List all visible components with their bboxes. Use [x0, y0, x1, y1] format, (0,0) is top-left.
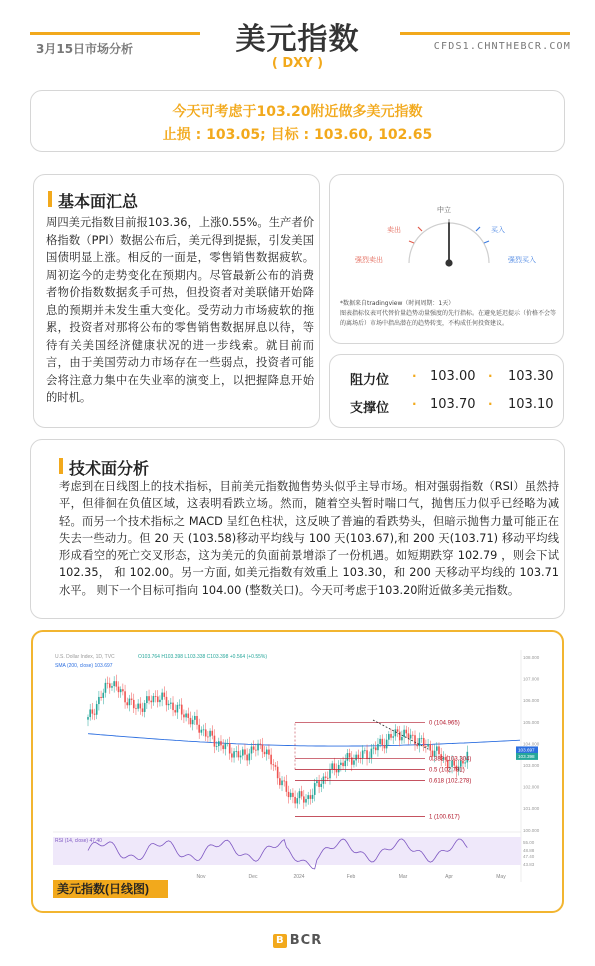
candle-body — [305, 799, 307, 802]
price-axis-label: 104.000 — [523, 741, 540, 747]
candle-body — [327, 778, 329, 779]
candle-body — [395, 729, 397, 736]
month-label: Apr — [445, 874, 453, 880]
label-strong-buy: 强烈买入 — [508, 257, 536, 264]
candle-body — [194, 716, 196, 720]
time-axis — [197, 874, 507, 880]
levels-card — [329, 354, 564, 428]
candle-body — [253, 746, 255, 749]
candle-body — [111, 686, 113, 688]
report-date: 3月15日市场分析 — [36, 42, 134, 56]
candle-body — [155, 696, 157, 697]
month-label: Mar — [398, 874, 408, 880]
fib-label: 1 (100.617) — [429, 814, 460, 821]
candle-body — [288, 792, 290, 797]
candle-body — [174, 710, 176, 712]
chart-sma-legend: SMA (200, close) 103.697 — [55, 663, 113, 669]
gauge-tick-sell — [418, 227, 422, 231]
fib-label: 0.5 (102.791) — [429, 767, 465, 774]
chart-ohlc: O103.764 H103.398 L103.338 C103.398 +0.564 (+0.55%) — [138, 654, 267, 660]
candle-body — [349, 753, 351, 757]
price-axis-label: 100.000 — [523, 827, 540, 833]
price-axis — [523, 655, 540, 833]
candle-body — [410, 735, 412, 739]
candle-body — [109, 683, 111, 687]
bullet-dot: · — [488, 369, 493, 383]
month-label: Feb — [346, 874, 356, 880]
sma-path — [88, 734, 520, 746]
candle-body — [246, 755, 248, 761]
candle-body — [416, 744, 418, 746]
candle-body — [318, 781, 320, 787]
candle-body — [198, 725, 200, 733]
sentiment-gauge-card — [329, 174, 564, 344]
candle-body — [294, 797, 296, 804]
candle-body — [353, 760, 355, 764]
candle-body — [118, 687, 120, 693]
candle-body — [275, 765, 277, 767]
candle-body — [100, 697, 102, 698]
candle-body — [131, 699, 133, 700]
logo-text: BCR — [289, 933, 323, 948]
candle-body — [373, 747, 375, 748]
candle-body — [133, 700, 135, 708]
month-label: May — [496, 874, 506, 880]
support-row — [330, 397, 563, 417]
candle-body — [392, 736, 394, 737]
candle-body — [427, 744, 429, 747]
candle-body — [397, 729, 399, 731]
candle-body — [290, 793, 292, 797]
candle-body — [126, 702, 128, 705]
candle-body — [257, 744, 259, 751]
candle-body — [438, 746, 440, 754]
sma-price-tag-text: 103.697 — [518, 747, 535, 753]
candle-body — [371, 749, 373, 758]
candle-body — [412, 735, 414, 736]
candle-body — [251, 746, 253, 753]
rsi-axis-label: 43.83 — [523, 862, 535, 867]
candle-body — [190, 718, 192, 724]
support-value-1: 103.70 — [430, 397, 476, 412]
candle-body — [227, 743, 229, 744]
candle-body — [342, 763, 344, 766]
candle-body — [187, 714, 189, 718]
candle-body — [135, 708, 137, 709]
candle-body — [323, 777, 325, 784]
candle-body — [362, 750, 364, 758]
candle-body — [164, 693, 166, 697]
price-axis-label: 106.000 — [523, 698, 540, 704]
bullet-dot: · — [488, 397, 493, 411]
candle-body — [153, 696, 155, 702]
candle-body — [384, 745, 386, 748]
gauge-tick-strong-sell — [409, 241, 414, 243]
candle-body — [159, 700, 161, 702]
candle-body — [283, 781, 285, 782]
candle-body — [218, 741, 220, 746]
candle-body — [172, 703, 174, 710]
candle-body — [238, 751, 240, 757]
candle-body — [113, 681, 115, 686]
candle-body — [229, 743, 231, 753]
candle-body — [144, 703, 146, 712]
candle-body — [244, 749, 246, 754]
fibonacci-levels — [295, 721, 471, 821]
candle-body — [414, 735, 416, 744]
month-label: Dec — [248, 874, 258, 880]
candle-body — [314, 783, 316, 795]
price-axis-label: 105.000 — [523, 719, 540, 725]
candle-body — [94, 714, 96, 715]
candle-body — [177, 705, 179, 713]
candle-body — [382, 739, 384, 745]
candle-body — [388, 734, 390, 740]
support-label: 支撑位 — [350, 401, 390, 416]
candle-body — [207, 737, 209, 738]
bcr-logo-icon: B — [273, 934, 287, 948]
candle-body — [255, 750, 257, 751]
chart-symbol-line: U.S. Dollar Index, 1D, TVC — [55, 654, 115, 660]
rsi-axis — [523, 840, 535, 867]
candle-body — [150, 701, 152, 703]
price-chart[interactable] — [33, 632, 561, 910]
candle-body — [105, 683, 107, 693]
page-title: 美元指数 — [235, 22, 360, 57]
candle-body — [148, 696, 150, 701]
rsi-axis-label: 47.40 — [523, 854, 535, 859]
candle-body — [203, 729, 205, 730]
candle-body — [116, 681, 118, 686]
candle-body — [386, 740, 388, 749]
candle-body — [146, 696, 148, 703]
candle-body — [140, 704, 142, 709]
candle-body — [161, 693, 163, 700]
resistance-value-2: 103.30 — [508, 369, 554, 384]
candle-body — [329, 769, 331, 778]
candle-body — [429, 744, 431, 751]
candle-body — [399, 732, 401, 741]
sma-200-line — [88, 734, 520, 746]
candle-body — [142, 708, 144, 711]
candle-body — [211, 731, 213, 736]
candlesticks — [87, 675, 468, 809]
candle-body — [268, 750, 270, 755]
candle-body — [312, 795, 314, 799]
candle-body — [281, 781, 283, 786]
candle-body — [185, 714, 187, 718]
technical-title: 技术面分析 — [59, 456, 149, 479]
gauge-source-note: *数据来自tradingview（时间周期：1天） — [340, 300, 455, 307]
candle-body — [331, 763, 333, 769]
candle-body — [214, 736, 216, 747]
candle-body — [157, 697, 159, 703]
rsi-axis-label: 55.00 — [523, 840, 535, 845]
price-axis-label: 101.000 — [523, 806, 540, 812]
candle-body — [379, 739, 381, 744]
price-axis-label: 107.000 — [523, 676, 540, 682]
price-tags — [516, 746, 538, 759]
candle-body — [92, 709, 94, 713]
candle-body — [344, 761, 346, 766]
candle-body — [98, 697, 100, 704]
candle-body — [205, 729, 207, 736]
candle-body — [129, 699, 131, 706]
candle-body — [222, 745, 224, 749]
candle-body — [296, 798, 298, 803]
candle-body — [464, 762, 466, 763]
recommendation-line: 今天可考虑于103.20附近做多美元指数 — [172, 104, 423, 120]
candle-body — [423, 738, 425, 746]
candle-body — [166, 697, 168, 705]
fib-label: 0.618 (102.278) — [429, 778, 472, 785]
candle-body — [273, 764, 275, 765]
candle-body — [242, 749, 244, 755]
candle-body — [201, 730, 203, 733]
candle-body — [216, 746, 218, 747]
candle-body — [310, 795, 312, 799]
candle-body — [124, 691, 126, 702]
rsi-band — [53, 837, 521, 865]
candle-body — [181, 705, 183, 715]
price-axis-label: 102.000 — [523, 784, 540, 790]
candle-body — [137, 704, 139, 709]
candle-body — [358, 755, 360, 758]
candle-body — [403, 730, 405, 737]
resistance-row — [330, 369, 563, 389]
footer-logo — [0, 930, 595, 949]
candle-body — [107, 683, 109, 684]
gauge-hub — [445, 259, 452, 266]
candle-body — [366, 750, 368, 759]
candle-body — [279, 778, 281, 785]
candle-body — [320, 784, 322, 787]
candle-body — [87, 717, 89, 720]
candle-body — [235, 751, 237, 752]
candle-body — [220, 741, 222, 745]
candle-body — [262, 744, 264, 752]
month-label: 2024 — [293, 874, 305, 880]
gauge-disclaimer: 图表指标仪表可代替价量趋势动量强度的先行指标。在避免延迟提示（价格不会等的离场后）市场中指出潜在的趋势转变，不构成任何投资建议。 — [340, 310, 557, 327]
gauge-tick-strong-buy — [484, 241, 489, 243]
candle-body — [192, 720, 194, 724]
fundamentals-card — [33, 174, 320, 428]
candle-body — [419, 738, 421, 746]
candle-body — [421, 738, 423, 739]
rsi-legend: RSI (14, close) 47.40 — [55, 838, 102, 844]
fundamentals-text: 周四美元指数目前报103.36，上涨0.55%。生产者价格指数（PPI）数据公布后，美元得到提振，引发美国国债明显上涨。相反的一面是，零售销售数据疲软。周初迄今的走势变化在预期内。尽管最新公布的消费者物价指数数据炙手可热，但投资者对美联储开始降息的预期并未发生重大变化。受劳动力市场疲软的拖累，投资者对那将公布的零售销售数据屏息以待，等待有关美国经济健康状况的进一步线索。就目前而言，由于美国劳动力市场存在一些弱点，投资者可能会将注意力集中在失业率的演变上，以把握降息开始的时机。 — [46, 216, 314, 404]
label-sell: 卖出 — [387, 227, 401, 234]
candle-body — [179, 705, 181, 706]
candle-body — [259, 744, 261, 745]
candle-body — [364, 750, 366, 751]
candle-body — [292, 793, 294, 797]
candle-body — [233, 751, 235, 757]
candle-body — [122, 689, 124, 691]
candle-body — [299, 791, 301, 798]
bullet-dot: · — [412, 397, 417, 411]
candle-body — [316, 781, 318, 783]
candle-body — [277, 767, 279, 778]
resistance-label: 阻力位 — [350, 373, 390, 388]
candle-body — [264, 752, 266, 754]
page-subtitle: ( DXY ) — [271, 56, 324, 71]
candle-body — [401, 737, 403, 740]
candle-body — [405, 730, 407, 734]
candle-body — [390, 734, 392, 738]
candle-body — [301, 791, 303, 796]
recommendation-card — [30, 90, 565, 152]
candle-body — [270, 755, 272, 765]
candle-body — [336, 770, 338, 772]
candle-body — [303, 796, 305, 802]
chart-caption: 美元指数(日线图) — [57, 882, 149, 896]
candle-body — [209, 731, 211, 737]
candle-body — [231, 753, 233, 757]
candle-body — [425, 746, 427, 747]
fib-label: 0 (104.965) — [429, 720, 460, 727]
technical-text: 考虑到在日线图上的技术指标，目前美元指数抛售势头似乎主导市场。相对强弱指数（RSI）虽然持平，但徘徊在负值区域，这表明看跌立场。然而，随着空头暂时喘口气，抛售压力似乎已经略为减轻。而另一个技术指标之 MACD 呈红色柱状，这反映了普遍的看跌势头，但暗示抛售力量可能正在失去一些动力。但 20 天 (103.58)移动平均线与 100 天(103.67),和 200 天(103.71) 移动平均线形成看空的死亡交叉形态，这为美元的负面前景增添了一份机遇。如短期跌穿 102.79 ，则会下试 102.35， 和 102.00。另一方面, 如美元指数有效重上 103.30，和 200 天移动平均线的 103.71 水平。 则下一个目标可指向 104.00 (整数关口)。今天可考虑于103.20附近做多美元指数。 — [59, 480, 559, 597]
candle-body — [249, 753, 251, 760]
price-axis-label: 108.000 — [523, 655, 540, 660]
candle-body — [340, 763, 342, 765]
candle-body — [307, 795, 309, 799]
price-chart-frame — [31, 630, 564, 913]
candle-body — [266, 750, 268, 755]
candle-body — [334, 763, 336, 769]
candle-body — [286, 781, 288, 792]
technical-card — [30, 439, 565, 619]
candle-body — [375, 747, 377, 750]
label-strong-sell: 强烈卖出 — [355, 257, 383, 264]
candle-body — [355, 755, 357, 761]
last-price-tag-text: 103.398 — [518, 754, 535, 760]
candle-body — [338, 765, 340, 772]
gauge-tick-buy — [476, 227, 480, 231]
fib-label: 0.382 (103.304) — [429, 756, 472, 763]
month-label: Nov — [196, 874, 206, 880]
price-axis-label: 103.000 — [523, 763, 540, 768]
candle-body — [196, 716, 198, 725]
sentiment-gauge — [330, 175, 565, 300]
label-neutral: 中立 — [437, 207, 451, 214]
fundamentals-title: 基本面汇总 — [48, 189, 138, 212]
support-value-2: 103.10 — [508, 397, 554, 412]
candle-body — [89, 709, 91, 717]
bullet-dot: · — [412, 369, 417, 383]
site-url[interactable]: CFDS1.CHNTHEBCR.COM — [433, 41, 571, 52]
candle-body — [240, 756, 242, 758]
candle-body — [96, 704, 98, 715]
candle-body — [347, 753, 349, 761]
candle-body — [377, 744, 379, 750]
candle-body — [436, 746, 438, 750]
candle-body — [325, 777, 327, 778]
label-buy: 买入 — [491, 227, 505, 234]
resistance-value-1: 103.00 — [430, 369, 476, 384]
candle-body — [225, 744, 227, 749]
candle-body — [408, 733, 410, 738]
candle-body — [168, 704, 170, 705]
candle-body — [120, 689, 122, 692]
stop-target-line: 止损 : 103.05; 目标 : 103.60, 102.65 — [162, 127, 433, 143]
rsi-axis-label: 48.88 — [523, 848, 535, 853]
candle-body — [183, 714, 185, 717]
candle-body — [170, 703, 172, 704]
candle-body — [102, 693, 104, 698]
